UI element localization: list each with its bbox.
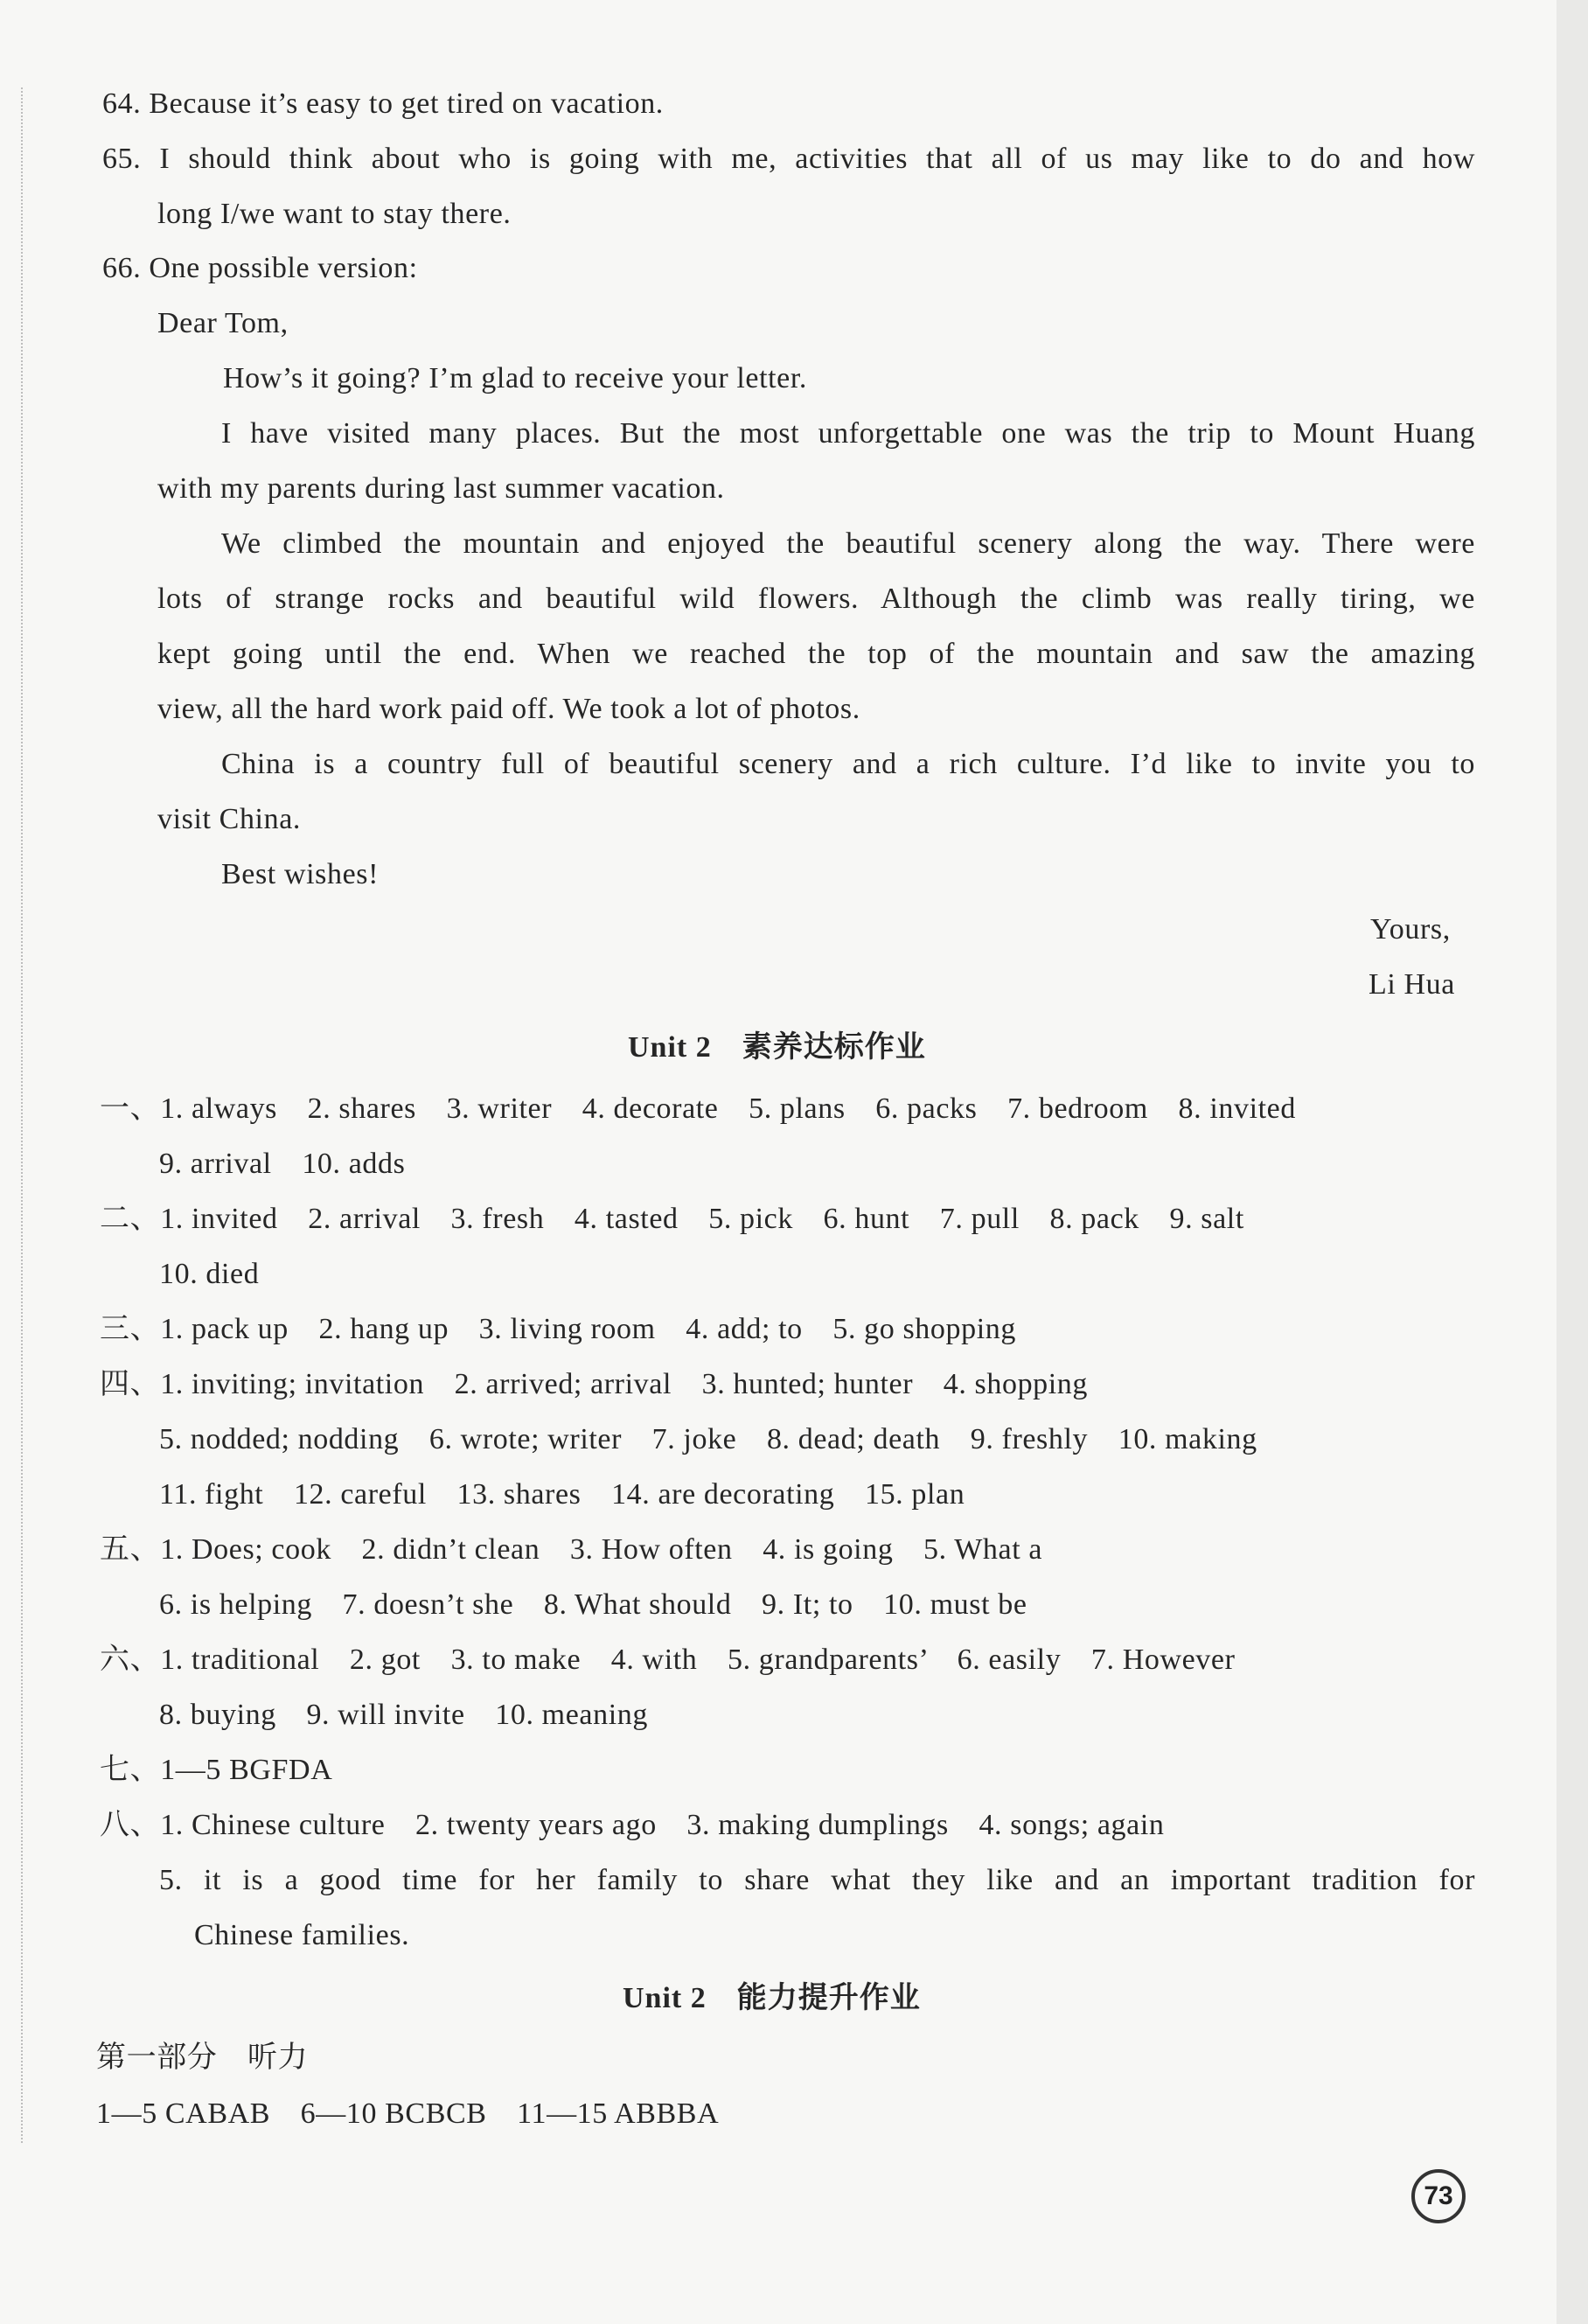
exercise-2-line-1: 二、1. invited 2. arrival 3. fresh 4. tasted 5. pick 6. hunt 7. pull 8. pack 9. salt xyxy=(100,1203,1244,1235)
answer-66: 66. One possible version: xyxy=(102,252,418,284)
exercise-3-line-1: 三、1. pack up 2. hang up 3. living room 4. add; to 5. go shopping xyxy=(100,1313,1016,1345)
letter-greeting: Dear Tom, xyxy=(157,307,289,339)
exercise-5-line-2: 6. is helping 7. doesn’t she 8. What should 9. It; to 10. must be xyxy=(159,1588,1027,1621)
letter-signature: Li Hua xyxy=(1369,968,1455,1001)
exercise-4-line-1: 四、1. inviting; invitation 2. arrived; arrival 3. hunted; hunter 4. shopping xyxy=(100,1368,1089,1400)
exercise-4-line-3: 11. fight 12. careful 13. shares 14. are decorating 15. plan xyxy=(159,1478,965,1511)
section-heading-unit2-b: Unit 2 能力提升作业 xyxy=(623,1982,921,2014)
letter-paragraph-1: How’s it going? I’m glad to receive your letter. xyxy=(223,362,808,394)
exercise-5-line-1: 五、1. Does; cook 2. didn’t clean 3. How often 4. is going 5. What a xyxy=(100,1533,1043,1566)
exercise-4-line-2: 5. nodded; nodding 6. wrote; writer 7. joke 8. dead; death 9. freshly 10. making xyxy=(159,1423,1257,1455)
section-heading-unit2-a: Unit 2 素养达标作业 xyxy=(628,1031,926,1064)
letter-paragraph-2-line-2: with my parents during last summer vacation. xyxy=(157,472,725,505)
letter-closing: Best wishes! xyxy=(221,858,380,890)
letter-paragraph-3-line-3: kept going until the end. When we reached the top of the mountain and saw the amazing xyxy=(157,638,1475,670)
page-number-badge xyxy=(1411,2169,1466,2223)
exercise-8-line-1: 八、1. Chinese culture 2. twenty years ago 3. making dumplings 4. songs; again xyxy=(100,1809,1165,1841)
exercise-1-line-1: 一、1. always 2. shares 3. writer 4. decorate 5. plans 6. packs 7. bedroom 8. invited xyxy=(100,1092,1296,1125)
letter-paragraph-3-line-4: view, all the hard work paid off. We took a lot of photos. xyxy=(157,693,860,725)
exercise-2-line-2: 10. died xyxy=(159,1258,260,1290)
margin-dotted-rule xyxy=(21,87,23,2143)
letter-paragraph-3-line-1: We climbed the mountain and enjoyed the beautiful scenery along the way. There were xyxy=(221,527,1475,560)
letter-signoff: Yours, xyxy=(1370,913,1451,946)
answer-65-line-2: long I/we want to stay there. xyxy=(157,198,512,230)
part-1-label: 第一部分 听力 xyxy=(96,2041,309,2074)
exercise-6-line-1: 六、1. traditional 2. got 3. to make 4. with 5. grandparents’ 6. easily 7. However xyxy=(100,1644,1236,1676)
exercise-8-line-2: 5. it is a good time for her family to share what they like and an important tradition for xyxy=(159,1864,1475,1896)
letter-paragraph-3-line-2: lots of strange rocks and beautiful wild flowers. Although the climb was really tiring, we xyxy=(157,583,1475,615)
answer-65-line-1: 65. I should think about who is going with me, activities that all of us may like to do and how xyxy=(102,143,1475,175)
exercise-6-line-2: 8. buying 9. will invite 10. meaning xyxy=(159,1699,648,1731)
exercise-8-line-3: Chinese families. xyxy=(194,1919,410,1951)
page-edge xyxy=(1557,0,1588,2324)
letter-paragraph-4-line-2: visit China. xyxy=(157,803,301,835)
letter-paragraph-4-line-1: China is a country full of beautiful scenery and a rich culture. I’d like to invite you to xyxy=(221,748,1475,780)
answer-64: 64. Because it’s easy to get tired on vacation. xyxy=(102,87,664,120)
page-number: 73 xyxy=(1424,2181,1453,2210)
exercise-1-line-2: 9. arrival 10. adds xyxy=(159,1148,406,1180)
exercise-7-line-1: 七、1—5 BGFDA xyxy=(100,1754,333,1786)
listening-answers: 1—5 CABAB 6—10 BCBCB 11—15 ABBBA xyxy=(96,2097,720,2130)
letter-paragraph-2-line-1: I have visited many places. But the most unforgettable one was the trip to Mount Huang xyxy=(221,417,1475,450)
